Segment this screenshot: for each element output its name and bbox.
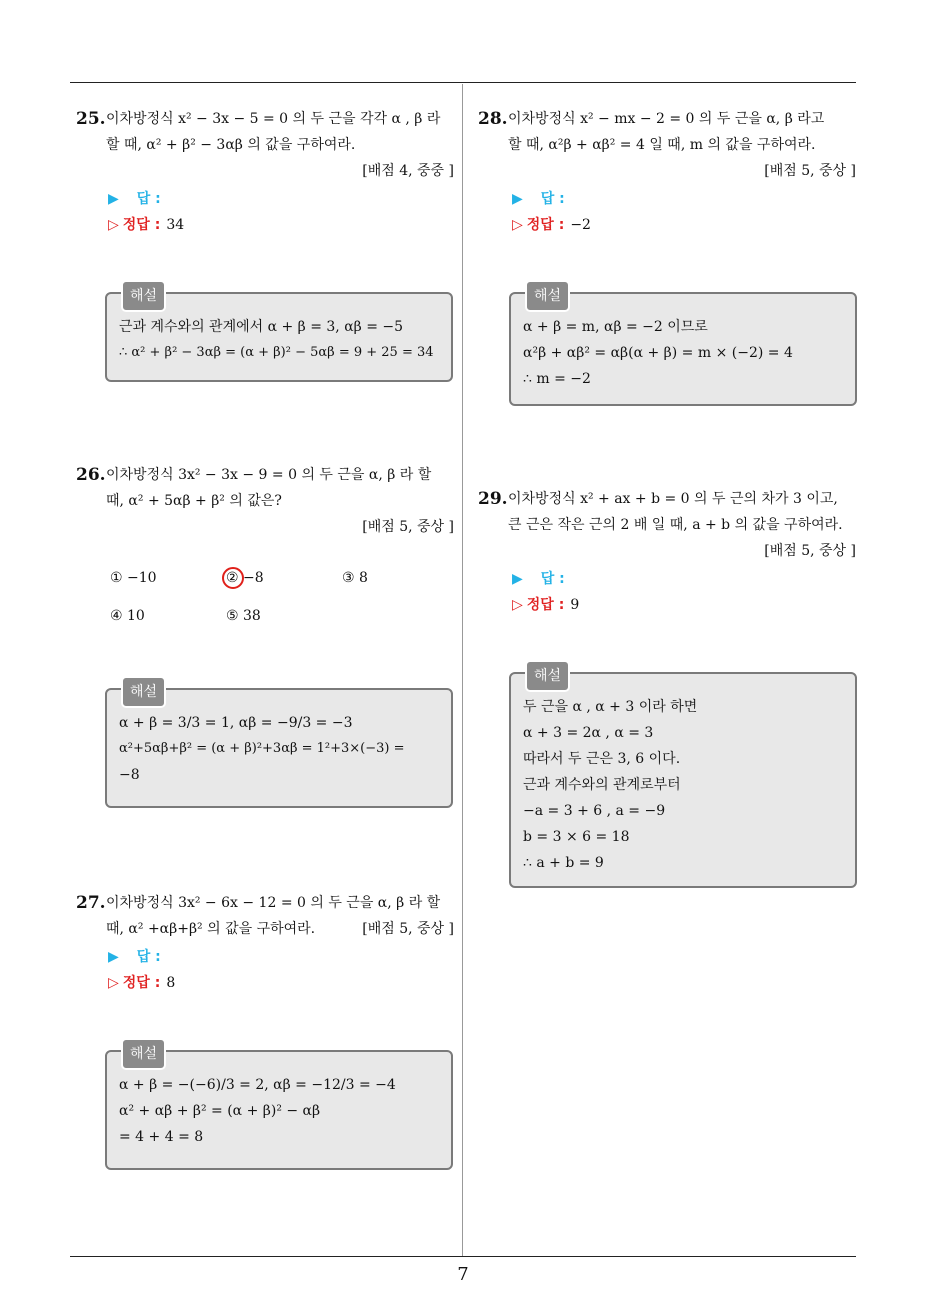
score-meta: [배점 5, 중상 ] [764,543,856,559]
correct-value: 34 [166,217,185,233]
explanation-line: α²β + αβ² = αβ(α + β) = m × (−2) = 4 [523,345,793,361]
question-text-line1: 이차방정식 x² − mx − 2 = 0 의 두 근을 α, β 라고 [508,111,825,127]
question-number: 28. [478,109,508,129]
question-number: 27. [76,893,106,913]
question-text-line1: 이차방정식 3x² − 6x − 12 = 0 의 두 근을 α, β 라 할 [106,895,441,911]
score-meta: [배점 4, 중중 ] [362,163,454,179]
answer-label: 답 : [540,571,565,587]
explanation-line: ∴ m = −2 [523,371,591,387]
page-number: 7 [457,1264,469,1285]
question-number: 25. [76,109,106,129]
play-icon: ▶ [108,191,119,207]
play-icon: ▶ [108,949,119,965]
choice-4[interactable]: ④ 10 [110,608,145,624]
explanation-line: α + 3 = 2α , α = 3 [523,725,654,741]
question-number: 29. [478,489,508,509]
correct-label: 정답 : [122,217,161,233]
outline-triangle-icon: ▷ [512,597,523,613]
question-text-line2: 할 때, α²β + αβ² = 4 일 때, m 의 값을 구하여라. [508,137,816,153]
question-text-line1: 이차방정식 3x² − 3x − 9 = 0 의 두 근을 α, β 라 할 [106,467,432,483]
explanation-line: 근과 계수와의 관계에서 α + β = 3, αβ = −5 [119,319,404,335]
explanation-line: ∴ a + b = 9 [523,855,604,871]
answer-block-29 [512,566,579,618]
top-rule [70,82,856,83]
question-29 [478,486,856,564]
play-icon: ▶ [512,571,523,587]
explanation-line: 근과 계수와의 관계로부터 [523,777,681,793]
question-25 [76,106,454,184]
bottom-rule [70,1256,856,1257]
explanation-tag: 해설 [121,280,166,312]
question-text-line2: 때, α² +αβ+β² 의 값을 구하여라. [106,921,316,937]
correct-value: 8 [166,975,176,991]
explanation-line: 두 근을 α , α + 3 이라 하면 [523,699,698,715]
question-text-line2: 큰 근은 작은 근의 2 배 일 때, a + b 의 값을 구하여라. [508,517,843,533]
explanation-box-29 [509,668,857,888]
explanation-box-25 [105,288,453,382]
selected-mark-icon [222,567,244,589]
column-divider [462,84,463,1256]
explanation-line: α² + αβ + β² = (α + β)² − αβ [119,1103,321,1119]
explanation-line: = 4 + 4 = 8 [119,1129,204,1145]
outline-triangle-icon: ▷ [108,217,119,233]
question-text-line2: 할 때, α² + β² − 3αβ 의 값을 구하여라. [106,137,356,153]
correct-label: 정답 : [122,975,161,991]
explanation-tag: 해설 [525,660,570,692]
outline-triangle-icon: ▷ [108,975,119,991]
choice-2[interactable]: ② −8 [226,570,264,586]
choice-1[interactable]: ① −10 [110,570,157,586]
question-text-line1: 이차방정식 x² − 3x − 5 = 0 의 두 근을 각각 α , β 라 [106,111,441,127]
explanation-box-28 [509,288,857,406]
outline-triangle-icon: ▷ [512,217,523,233]
explanation-line: α + β = −(−6)/3 = 2, αβ = −12/3 = −4 [119,1077,396,1093]
explanation-tag: 해설 [121,1038,166,1070]
play-icon: ▶ [512,191,523,207]
answer-block-28 [512,186,591,238]
explanation-line: b = 3 × 6 = 18 [523,829,630,845]
question-text-line1: 이차방정식 x² + ax + b = 0 의 두 근의 차가 3 이고, [508,491,838,507]
score-meta: [배점 5, 중상 ] [362,519,454,535]
question-28 [478,106,856,184]
answer-label: 답 : [136,949,161,965]
answer-block-27 [108,944,175,996]
answer-label: 답 : [540,191,565,207]
answer-label: 답 : [136,191,161,207]
explanation-tag: 해설 [121,676,166,708]
explanation-line: ∴ α² + β² − 3αβ = (α + β)² − 5αβ = 9 + 25 = 34 [119,345,434,360]
question-26 [76,462,454,540]
explanation-tag: 해설 [525,280,570,312]
explanation-line: 따라서 두 근은 3, 6 이다. [523,751,681,767]
explanation-line: −8 [119,767,140,783]
question-27 [76,890,454,942]
score-meta: [배점 5, 중상 ] [764,163,856,179]
explanation-line: α²+5αβ+β² = (α + β)²+3αβ = 1²+3×(−3) = [119,741,405,756]
answer-block-25 [108,186,184,238]
question-number: 26. [76,465,106,485]
question-text-line2: 때, α² + 5αβ + β² 의 값은? [106,493,282,509]
explanation-line: −a = 3 + 6 , a = −9 [523,803,666,819]
explanation-box-26 [105,684,453,808]
explanation-line: α + β = 3/3 = 1, αβ = −9/3 = −3 [119,715,353,731]
choice-5[interactable]: ⑤ 38 [226,608,261,624]
explanation-line: α + β = m, αβ = −2 이므로 [523,319,708,335]
correct-value: 9 [570,597,580,613]
correct-label: 정답 : [526,597,565,613]
correct-value: −2 [570,217,591,233]
score-meta: [배점 5, 중상 ] [362,921,454,937]
choice-3[interactable]: ③ 8 [342,570,368,586]
correct-label: 정답 : [526,217,565,233]
explanation-box-27 [105,1046,453,1170]
